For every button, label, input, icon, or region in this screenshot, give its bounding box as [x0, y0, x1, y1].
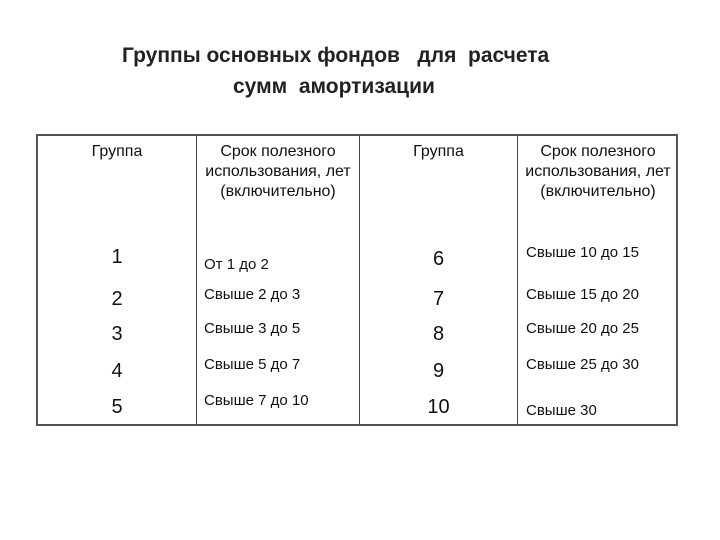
depreciation-groups-table [36, 134, 678, 426]
group-number: 7 [432, 288, 445, 310]
header-group-left: Группа [91, 143, 143, 160]
group-number: 8 [432, 323, 445, 345]
header-term-right: Срок полезного использования, лет (включительно) [525, 143, 671, 200]
group-number: 6 [432, 248, 445, 270]
useful-life-term: Свыше 5 до 7 [204, 356, 301, 373]
title-line-1: Группы основных фондов для расчета [122, 44, 550, 67]
group-number: 2 [111, 288, 123, 310]
title-line-2: сумм амортизации [233, 75, 435, 98]
useful-life-term: Свыше 3 до 5 [204, 320, 301, 337]
useful-life-term: Свыше 30 [526, 402, 597, 419]
useful-life-term: Свыше 25 до 30 [526, 356, 639, 373]
useful-life-term: Свыше 7 до 10 [204, 392, 309, 409]
useful-life-term: Свыше 15 до 20 [526, 286, 639, 303]
group-number: 5 [111, 396, 123, 418]
useful-life-term: Свыше 10 до 15 [526, 244, 639, 261]
group-number: 1 [111, 246, 123, 268]
group-number: 4 [111, 360, 123, 382]
group-number: 3 [111, 323, 123, 345]
useful-life-term: От 1 до 2 [204, 256, 269, 273]
header-term-left: Срок полезного использования, лет (включительно) [205, 143, 351, 200]
useful-life-term: Свыше 2 до 3 [204, 286, 301, 303]
useful-life-term: Свыше 20 до 25 [526, 320, 639, 337]
group-number: 9 [432, 360, 445, 382]
group-number: 10 [427, 396, 450, 418]
header-group-right: Группа [413, 143, 464, 160]
